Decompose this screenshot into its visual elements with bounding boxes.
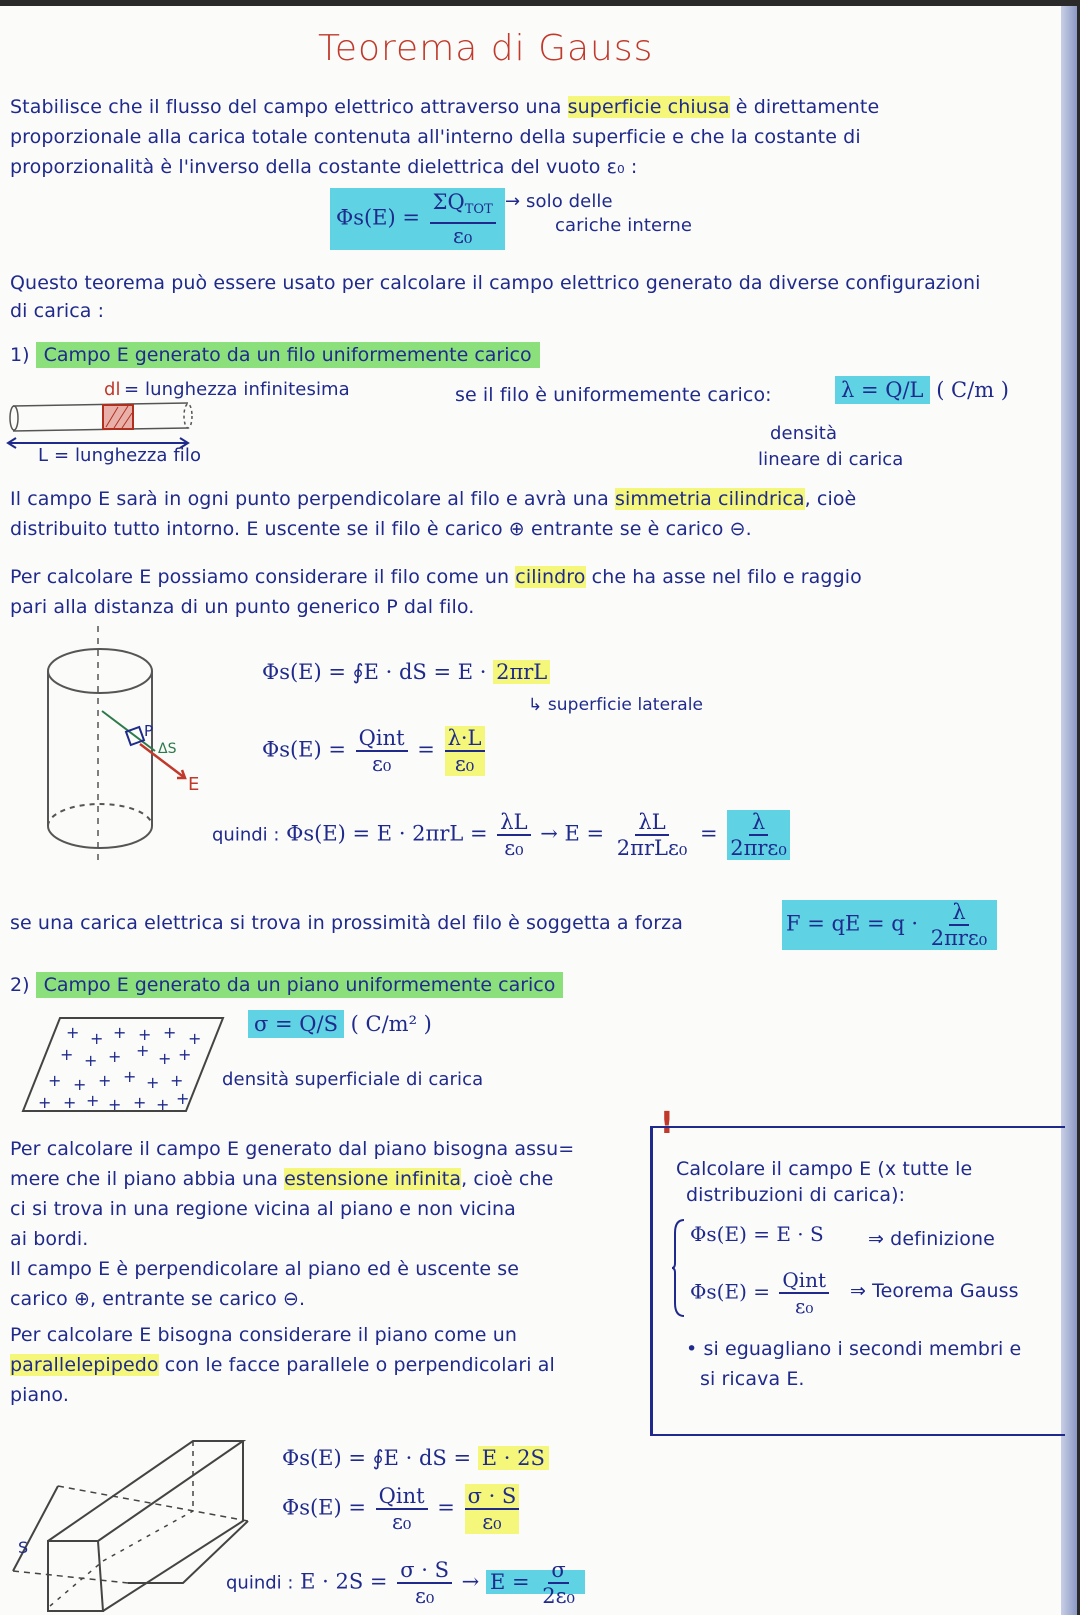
- formula-fraction: [430, 190, 496, 248]
- eq-lhs: Φs(E) =: [282, 1495, 366, 1520]
- section-2-title: Campo E generato da un piano uniformemente carico: [36, 972, 564, 998]
- note-eq-1: [690, 1222, 824, 1246]
- intro-line-2: proporzionale alla carica totale contenuta all'interno della superficie e che la costante di: [10, 126, 861, 148]
- formula-subscript: TOT: [464, 202, 493, 217]
- svg-text:+: +: [113, 1023, 127, 1042]
- highlight-parallelepipedo: parallelepipedo: [10, 1354, 159, 1376]
- fraction: [614, 810, 690, 860]
- note-eq-2-note: ⇒ Teorema Gauss: [850, 1280, 1019, 1302]
- section-1-para-4: pari alla distanza di un punto generico P dal filo.: [10, 596, 475, 618]
- lambda-note-1: densità: [770, 423, 838, 444]
- sigma-formula: σ = Q/S: [248, 1010, 344, 1038]
- s2-para-line-5: Il campo E è perpendicolare al piano ed è uscente se: [10, 1258, 520, 1280]
- lambda-units: ( C/m ): [936, 378, 1009, 402]
- svg-text:+: +: [176, 1089, 190, 1108]
- sigma-units: ( C/m² ): [350, 1012, 432, 1036]
- para-text: con le facce parallele o perpendicolari al: [158, 1354, 555, 1376]
- formula-lhs: Φs(E) =: [336, 205, 420, 230]
- svg-text:+: +: [123, 1067, 137, 1086]
- section-1-title: Campo E generato da un filo uniformemente carico: [36, 342, 540, 368]
- svg-text:+: +: [108, 1047, 122, 1066]
- lambda-formula-group: [835, 378, 1009, 402]
- numerator: σ · S: [465, 1484, 520, 1510]
- numerator: Qint: [779, 1268, 829, 1294]
- s2-para-line-8: [10, 1352, 555, 1379]
- fraction-result: [539, 1558, 578, 1608]
- s2-para-line-3: ci si trova in una regione vicina al piano e non vicina: [10, 1198, 516, 1220]
- arrow: → E =: [540, 821, 605, 846]
- gauss-formula: [330, 188, 505, 250]
- numerator: λ: [749, 810, 768, 836]
- svg-text:+: +: [138, 1025, 152, 1044]
- eq-text: Φs(E) = E · S: [690, 1222, 824, 1246]
- formula-note-2: cariche interne: [555, 215, 693, 236]
- highlight-estensione-infinita: estensione infinita: [284, 1168, 462, 1190]
- denominator: ε₀: [371, 752, 392, 776]
- svg-text:+: +: [163, 1023, 177, 1042]
- s2-eq-3: [226, 1558, 585, 1608]
- denominator: ε₀: [414, 1584, 435, 1608]
- eq-lhs: Φs(E) =: [690, 1279, 770, 1304]
- lambda-note-2: lineare di carica: [758, 449, 904, 470]
- force-formula: [782, 900, 997, 950]
- note-eq-2: [690, 1268, 832, 1318]
- lambda-intro: se il filo è uniformemente carico:: [455, 384, 772, 406]
- s2-para-line-6: carico ⊕, entrante se carico ⊖.: [10, 1288, 306, 1310]
- para-text: , cioè: [804, 488, 857, 510]
- highlight-simmetria: simmetria cilindrica: [614, 488, 805, 510]
- para-text: che ha asse nel filo e raggio: [585, 566, 862, 588]
- charged-plane-diagram: [18, 1016, 228, 1116]
- eq-highlight: E · 2S: [478, 1446, 549, 1470]
- fraction: [497, 810, 530, 860]
- numerator: Qint: [376, 1484, 428, 1510]
- fraction: [397, 1558, 452, 1608]
- brace-icon: [672, 1218, 686, 1318]
- svg-text:+: +: [60, 1045, 74, 1064]
- svg-text:+: +: [73, 1075, 87, 1094]
- point-P-label: P: [144, 722, 154, 740]
- surface-S-label: S: [18, 1538, 29, 1557]
- s1-eq-1-note: ↳ superficie laterale: [528, 695, 704, 715]
- svg-text:+: +: [66, 1023, 80, 1042]
- denominator: ε₀: [391, 1510, 412, 1534]
- intro-line-1: [10, 94, 879, 121]
- formula-note-1: → solo delle: [505, 191, 613, 212]
- s2-eq-1: [282, 1446, 549, 1470]
- formula-denominator: ε₀: [453, 224, 473, 248]
- svg-text:+: +: [38, 1093, 52, 1112]
- intro-text: è direttamente: [729, 96, 880, 118]
- usage-line-1: Questo teorema può essere usato per calcolare il campo elettrico generato da diverse configurazioni: [10, 272, 981, 294]
- numerator: λ: [949, 900, 968, 926]
- svg-text:+: +: [156, 1095, 170, 1114]
- fraction-highlight: [465, 1484, 520, 1534]
- denominator: ε₀: [454, 752, 475, 776]
- svg-text:+: +: [108, 1095, 122, 1114]
- numerator: λL: [497, 810, 530, 836]
- s2-para-line-1: Per calcolare il campo E generato dal piano bisogna assu=: [10, 1138, 575, 1160]
- s1-eq-3: [212, 810, 793, 860]
- eq-lhs: Φs(E) =: [262, 737, 346, 762]
- sigma-note: densità superficiale di carica: [222, 1069, 484, 1090]
- usage-line-2: di carica :: [10, 300, 105, 322]
- equals: =: [417, 737, 435, 762]
- lambda-formula: λ = Q/L: [835, 376, 930, 404]
- note-line-2: distribuzioni di carica):: [686, 1184, 906, 1206]
- quindi-label: quindi :: [226, 1572, 294, 1594]
- para-text: Per calcolare E possiamo considerare il filo come un: [10, 566, 516, 588]
- L-label: L = lunghezza filo: [38, 445, 202, 466]
- denominator: 2ε₀: [542, 1584, 575, 1608]
- s2-para-line-4: ai bordi.: [10, 1228, 89, 1250]
- warning-marker-icon: !: [660, 1106, 674, 1141]
- eq-text: Φs(E) = ∮E · dS = E ·: [262, 660, 487, 684]
- section-1-heading: [10, 344, 540, 366]
- note-bullet-2: si ricava E.: [700, 1368, 805, 1390]
- equals: =: [699, 821, 718, 846]
- page-title: Teorema di Gauss: [318, 28, 654, 69]
- dl-label: = lunghezza infinitesima: [124, 379, 350, 400]
- section-number: 2): [10, 974, 30, 996]
- svg-text:+: +: [48, 1071, 62, 1090]
- svg-text:+: +: [188, 1029, 202, 1048]
- section-1-para-3: [10, 564, 862, 591]
- numerator: σ: [548, 1558, 568, 1584]
- highlight-superficie-chiusa: superficie chiusa: [567, 96, 730, 118]
- eq-text: E · 2S =: [300, 1569, 388, 1594]
- svg-text:+: +: [63, 1093, 77, 1112]
- fraction-result: [727, 810, 790, 860]
- denominator: ε₀: [795, 1294, 814, 1318]
- denominator: 2πrLε₀: [616, 836, 688, 860]
- s2-para-line-9: piano.: [10, 1384, 69, 1406]
- fraction: [356, 726, 408, 776]
- quindi-label: quindi :: [212, 824, 280, 846]
- numerator: λ·L: [445, 726, 485, 752]
- denominator: ε₀: [482, 1510, 502, 1534]
- denominator: 2πrε₀: [730, 836, 787, 860]
- denominator: 2πrε₀: [930, 926, 988, 950]
- svg-text:+: +: [133, 1093, 147, 1112]
- para-text: mere che il piano abbia una: [10, 1168, 285, 1190]
- result-highlight: [486, 1558, 585, 1608]
- eq-highlight: 2πrL: [493, 660, 550, 684]
- fraction: [928, 900, 991, 950]
- eq-text: Φs(E) = E · 2πrL =: [286, 821, 488, 846]
- svg-text:+: +: [86, 1091, 100, 1110]
- section-number: 1): [10, 344, 30, 366]
- equals: =: [437, 1495, 455, 1520]
- note-bullet-1: • si eguagliano i secondi membri e: [686, 1338, 1022, 1360]
- svg-text:+: +: [84, 1051, 98, 1070]
- formula-numerator: ΣQ: [432, 190, 465, 214]
- denominator: ε₀: [504, 836, 524, 860]
- s2-para-line-2: [10, 1166, 553, 1193]
- fraction: [779, 1268, 829, 1318]
- force-line: se una carica elettrica si trova in prossimità del filo è soggetta a forza: [10, 912, 683, 934]
- intro-text: Stabilisce che il flusso del campo elettrico attraverso una: [10, 96, 568, 118]
- highlight-cilindro: cilindro: [515, 566, 586, 588]
- svg-text:+: +: [158, 1049, 172, 1068]
- note-eq-1-note: ⇒ definizione: [868, 1228, 995, 1250]
- numerator: λL: [635, 810, 668, 836]
- section-2-heading: [10, 974, 563, 996]
- dS-label: ΔS: [158, 741, 177, 757]
- svg-text:+: +: [146, 1073, 160, 1092]
- sigma-formula-group: [248, 1012, 432, 1036]
- svg-text:+: +: [90, 1029, 104, 1048]
- fraction-highlight: [445, 726, 485, 776]
- para-text: , cioè che: [461, 1168, 554, 1190]
- section-1-para-2: distribuito tutto intorno. E uscente se il filo è carico ⊕ entrante se è carico ⊖.: [10, 518, 752, 540]
- para-text: Il campo E sarà in ogni punto perpendicolare al filo e avrà una: [10, 488, 615, 510]
- numerator: Qint: [356, 726, 408, 752]
- numerator: σ · S: [397, 1558, 452, 1584]
- note-line-1: Calcolare il campo E (x tutte le: [676, 1158, 973, 1180]
- eq-text: Φs(E) = ∮E · dS =: [282, 1446, 472, 1470]
- dl-symbol: dl: [104, 379, 121, 400]
- s2-para-line-7: Per calcolare E bisogna considerare il piano come un: [10, 1324, 517, 1346]
- eq-text: E =: [489, 1569, 530, 1594]
- svg-text:+: +: [98, 1071, 112, 1090]
- svg-text:+: +: [136, 1041, 150, 1060]
- fraction: [376, 1484, 428, 1534]
- arrow: →: [461, 1569, 480, 1594]
- E-vector-label: E: [188, 774, 200, 795]
- notebook-page: [0, 6, 1064, 1615]
- section-1-para-1: [10, 486, 856, 513]
- s2-eq-2: [282, 1484, 522, 1534]
- s1-eq-2: [262, 726, 488, 776]
- svg-text:+: +: [178, 1045, 192, 1064]
- intro-line-3: proporzionalità è l'inverso della costante dielettrica del vuoto ε₀ :: [10, 156, 638, 178]
- eq-text: F = qE = q ·: [786, 911, 919, 936]
- svg-text:+: +: [170, 1071, 184, 1090]
- s1-eq-1: [262, 660, 550, 684]
- cylinder-diagram: [30, 626, 210, 886]
